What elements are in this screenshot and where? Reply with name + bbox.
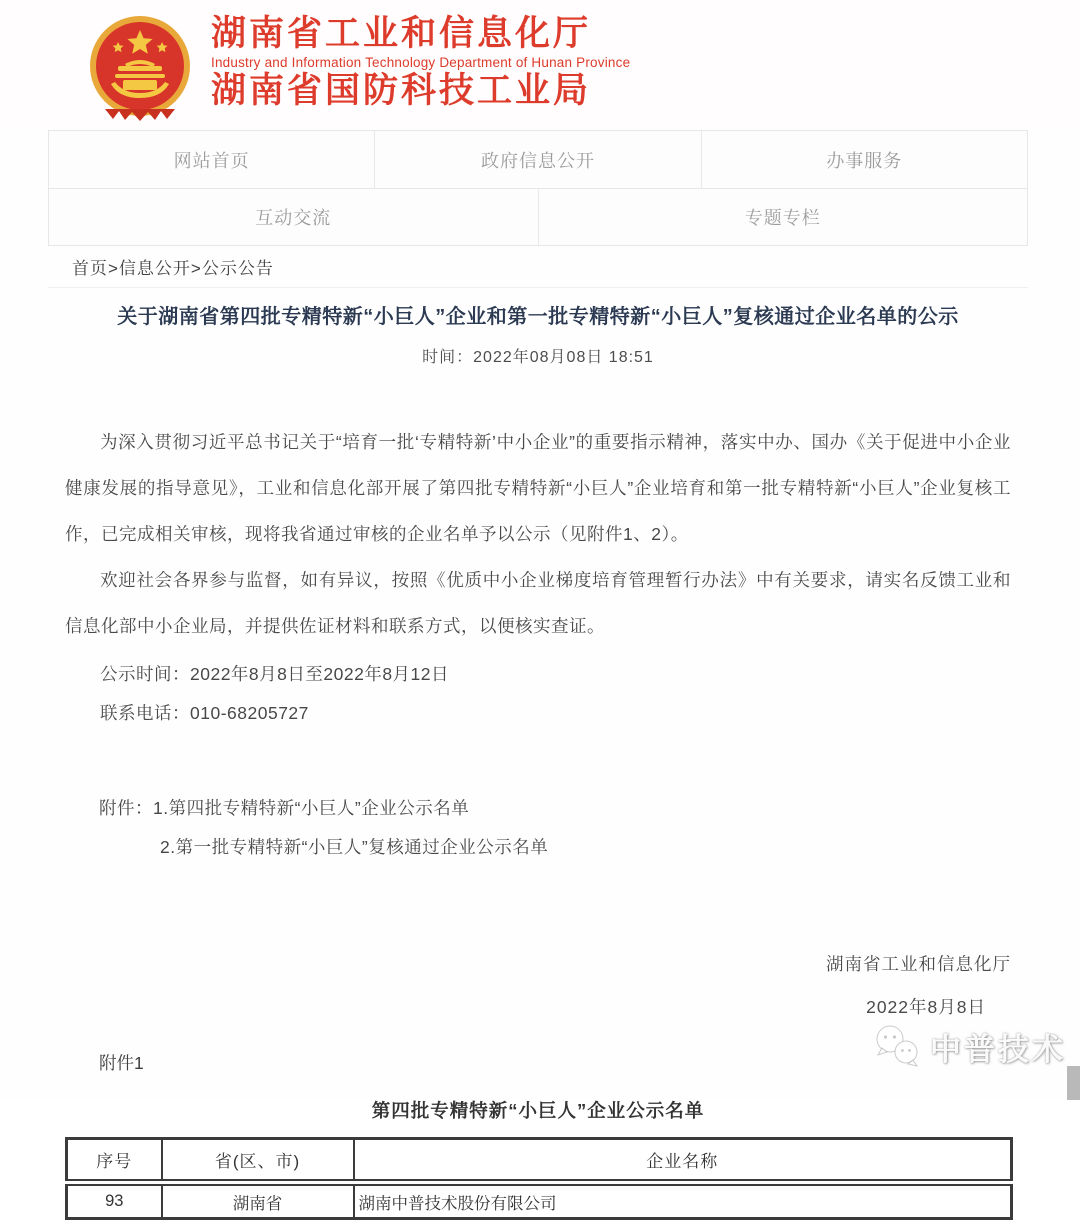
org-name-en: Industry and Information Technology Department of Hunan Province bbox=[211, 55, 631, 70]
attachment-1-text: 1.第四批专精特新“小巨人”企业公示名单 bbox=[153, 798, 470, 818]
article-title: 关于湖南省第四批专精特新“小巨人”企业和第一批专精特新“小巨人”复核通过企业名单的公示 bbox=[117, 306, 959, 328]
attachments-label: 附件： bbox=[99, 798, 153, 818]
nav-item-interaction[interactable]: 互动交流 bbox=[255, 208, 332, 228]
annex-label: 附件1 bbox=[99, 1053, 144, 1073]
nav-item-services[interactable]: 办事服务 bbox=[701, 131, 1027, 188]
org-name-cn-2: 湖南省国防科技工业局 bbox=[211, 71, 592, 110]
col-header-seq: 序号 bbox=[67, 1139, 162, 1183]
org-name-cn-1: 湖南省工业和信息化厅 bbox=[211, 14, 592, 53]
site-header bbox=[0, 0, 1080, 130]
scrollbar-fragment[interactable] bbox=[1067, 1066, 1080, 1100]
article-time: 时间：2022年08月08日 18:51 bbox=[422, 349, 654, 366]
attachments-list bbox=[65, 789, 1011, 867]
main-nav bbox=[48, 130, 1028, 246]
attachment-2-text: 2.第一批专精特新“小巨人”复核通过企业公示名单 bbox=[160, 837, 549, 857]
info-block bbox=[65, 655, 1011, 733]
col-header-company: 企业名称 bbox=[354, 1139, 1012, 1183]
signature-date: 2022年8月8日 bbox=[866, 997, 986, 1017]
cell-seq: 93 bbox=[67, 1183, 162, 1219]
paragraph-1: 为深入贯彻习近平总书记关于“培育一批‘专精特新’中小企业”的重要指示精神，落实中办、国办《关于促进中小企业健康发展的指导意见》，工业和信息化部开展了第四批专精特新“小巨人”企业培育和第一批专精特新“小巨人”企业复核工作，已完成相关审核，现将我省通过审核的企业名单予以公示（见附件1、2）。 bbox=[65, 432, 1011, 544]
paragraph-2: 欢迎社会各界参与监督，如有异议，按照《优质中小企业梯度培育管理暂行办法》中有关要求，请实名反馈工业和信息化部中小企业局，并提供佐证材料和联系方式，以便核实查证。 bbox=[65, 570, 1011, 636]
cell-region: 湖南省 bbox=[162, 1183, 354, 1219]
breadcrumb[interactable]: 首页>信息公开>公示公告 bbox=[72, 259, 274, 278]
attachment-item-2 bbox=[65, 828, 1011, 867]
nav-item-home[interactable]: 网站首页 bbox=[173, 150, 250, 171]
national-emblem-icon bbox=[85, 14, 195, 126]
signature-org: 湖南省工业和信息化厅 bbox=[826, 954, 1011, 974]
signature-block bbox=[65, 949, 1011, 1022]
contact-phone-line: 联系电话：010-68205727 bbox=[100, 703, 309, 723]
nav-row-1 bbox=[49, 131, 1027, 188]
nav-row-2 bbox=[49, 188, 1027, 245]
watermark-text: 中普技术 bbox=[930, 1031, 1066, 1067]
col-header-region: 省(区、市) bbox=[162, 1139, 354, 1183]
article bbox=[48, 303, 1028, 1220]
breadcrumb-bar bbox=[48, 246, 1028, 288]
attachment-item-1 bbox=[65, 789, 1011, 828]
publish-window-line: 公示时间：2022年8月8日至2022年8月12日 bbox=[100, 664, 450, 684]
table-row bbox=[67, 1183, 1012, 1219]
table-header-row bbox=[67, 1139, 1012, 1183]
org-names bbox=[211, 12, 630, 111]
nav-item-special-topics[interactable]: 专题专栏 bbox=[538, 189, 1028, 245]
annex-table bbox=[65, 1137, 1013, 1220]
cell-company: 湖南中普技术股份有限公司 bbox=[354, 1183, 1012, 1219]
annex-table-title: 第四批专精特新“小巨人”企业公示名单 bbox=[371, 1100, 705, 1121]
nav-item-gov-info[interactable]: 政府信息公开 bbox=[374, 131, 700, 188]
